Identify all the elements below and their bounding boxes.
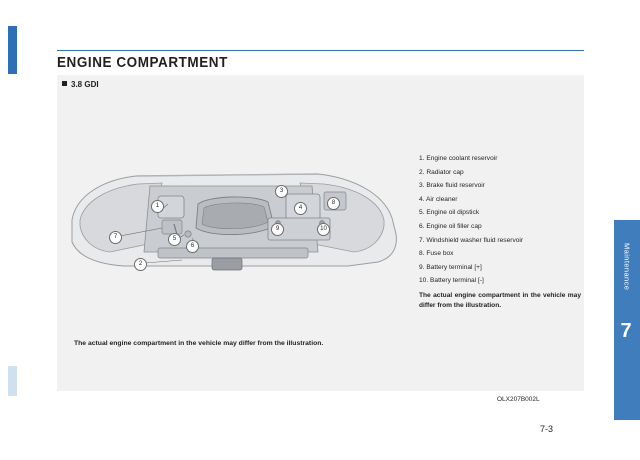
legend-item: 7. Windshield washer fluid reservoir [419,236,524,244]
legend-item: 9. Battery terminal [+] [419,263,482,271]
parts-legend-list [419,152,579,288]
legend-item: 5. Engine oil dipstick [419,209,480,217]
callout-marker: 6 [186,240,199,253]
legend-item: 3. Brake fluid reservoir [419,182,485,190]
engine-diagram-svg [62,160,402,290]
callout-marker: 5 [168,233,181,246]
legend-item: 4. Air cleaner [419,195,458,203]
callout-marker: 7 [109,231,122,244]
legend-item: 6. Engine oil filler cap [419,222,482,230]
section-tab-label: Maintenance [622,243,632,291]
callout-marker: 1 [151,200,164,213]
callout-marker: 10 [317,223,330,236]
callout-marker: 4 [294,202,307,215]
illustration-disclaimer-right: The actual engine compartment in the vehicle may differ from the illustration. [419,292,581,309]
callout-marker: 8 [327,197,340,210]
callout-marker: 2 [134,258,147,271]
title-rule [57,50,584,51]
page-title: ENGINE COMPARTMENT [57,55,228,71]
engine-compartment-illustration [62,160,402,290]
washer-reservoir-shape [162,220,182,234]
callout-marker: 9 [271,223,284,236]
figure-code: OLX207B002L [497,396,540,403]
bullet-square-icon [62,81,67,86]
radiator-cap-area [212,258,242,270]
legend-item: 8. Fuse box [419,250,454,258]
engine-variant-label: 3.8 GDI [71,80,99,89]
section-tab-number: 7 [620,320,632,342]
engine-variant-heading [62,80,99,89]
legend-item: 10. Battery terminal [-] [419,277,484,285]
radiator-support [158,248,308,258]
illustration-disclaimer-bottom: The actual engine compartment in the vehicle may differ from the illustration. [74,340,324,347]
legend-item: 1. Engine coolant reservoir [419,155,498,162]
page-number: 7-3 [540,424,554,434]
left-accent-bar-bottom [8,366,17,396]
left-accent-bar-top [8,26,17,74]
engine-cover-inner [202,203,268,229]
legend-item: 2. Radiator cap [419,168,464,176]
callout-marker: 3 [275,185,288,198]
oil-filler-cap-shape [185,231,191,237]
